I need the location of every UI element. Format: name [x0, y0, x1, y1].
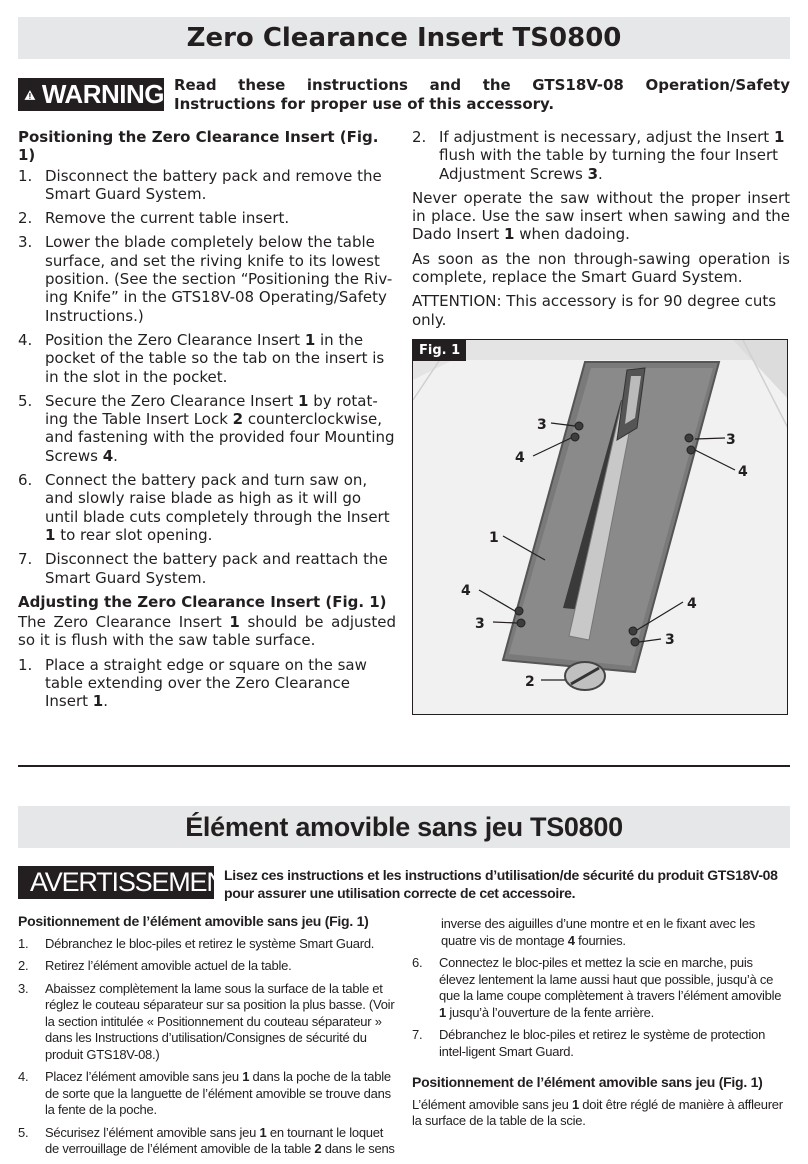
text-run: Position the Zero Clearance Insert [45, 330, 305, 349]
figure-label: Fig. 1 [413, 340, 466, 361]
reference-number: 1 [297, 391, 309, 410]
reference-number: 1 [439, 1004, 446, 1020]
list-item [18, 471, 396, 544]
callout-4: 4 [738, 464, 748, 480]
reference-number: 1 [571, 1096, 579, 1112]
adjusting-intro [18, 613, 396, 650]
list-item [18, 331, 396, 386]
left-column-fr [18, 913, 396, 1164]
callout-1: 1 [489, 530, 499, 546]
text-run: Débranchez le bloc-piles et retirez le système de protection intel-ligent Smart Guard. [439, 1027, 766, 1059]
reference-number: 1 [242, 1069, 250, 1084]
warning-badge-label: AVERTISSEMENT [30, 867, 240, 897]
text-run: should be adjusted so it is flush with the saw table surface. [18, 613, 396, 650]
text-run: . [113, 446, 118, 465]
reference-number: 2 [232, 410, 244, 429]
text-run: Connect the battery pack and turn saw on, and slowly raise blade as high as it will go until blade cuts completely through the Insert [45, 471, 390, 526]
step-number: 4. [18, 1069, 29, 1084]
text-run: in the pocket of the table so the tab on the insert is in the slot in the pocket. [45, 330, 385, 386]
paragraph-never-operate [412, 189, 790, 244]
text-run: flush with the table by turning the four Insert Adjustment Screws [439, 146, 779, 183]
text-run: dans le sens [321, 1141, 395, 1156]
step-number: 2. [412, 128, 427, 146]
reference-number: 4 [567, 932, 575, 948]
left-column-en [18, 128, 396, 717]
reference-number: 3 [587, 164, 599, 183]
text-run: Disconnect the battery pack and remove the Smart Guard System. [45, 166, 382, 203]
positionnement-steps [18, 936, 396, 1158]
right-column-fr [412, 916, 790, 1136]
reference-number: 1 [773, 128, 785, 146]
text-run: jusqu’à l’ouverture de la fente arrière. [445, 1004, 654, 1020]
callout-2: 2 [525, 674, 535, 690]
section-divider [18, 765, 790, 767]
step-number: 7. [412, 1027, 423, 1042]
text-run: Retirez l’élément amovible actuel de la table. [45, 958, 292, 973]
text-run: . [598, 164, 603, 183]
adjusting-steps-cont [412, 128, 790, 183]
callout-3: 3 [665, 632, 675, 648]
list-item [18, 656, 396, 711]
callout-3: 3 [537, 417, 547, 433]
section-heading-positionnement: Positionnement de l’élément amovible sans jeu (Fig. 1) [18, 913, 369, 929]
text-run: to rear slot opening. [55, 525, 213, 544]
list-item [18, 550, 396, 587]
list-item [18, 936, 396, 953]
text-run: dans la poche de la table de sorte que la languette de l’élément amovible se trouve dans la fente de la poche. [45, 1069, 391, 1117]
callout-4: 4 [687, 596, 697, 612]
list-item [18, 1125, 396, 1158]
figure-1 [412, 339, 788, 715]
list-item [412, 128, 790, 183]
step-number: 2. [18, 958, 29, 973]
list-item [18, 392, 396, 465]
text-run: If adjustment is necessary, adjust the Insert [439, 128, 774, 146]
text-run: en tournant le loquet de verrouillage de l’élément amovible de la table [45, 1124, 384, 1156]
reference-number: 4 [102, 446, 114, 465]
positioning-steps [18, 167, 396, 587]
list-item [18, 209, 396, 227]
text-run: by rotat-ing the Table Insert Lock [45, 391, 378, 429]
step-number: 3. [18, 233, 33, 252]
section-heading-adjusting: Adjusting the Zero Clearance Insert (Fig. 1) [18, 592, 387, 611]
warning-badge-label: WARNING [41, 79, 164, 109]
text-run: Débranchez le bloc-piles et retirez le système Smart Guard. [45, 935, 375, 951]
step-number: 5. [18, 1124, 29, 1140]
step-number: 3. [18, 980, 29, 996]
text-run: Lower the blade completely below the table surface, and set the riving knife to its lowest position. (See the section “Positioning the Riv-ing Knife” in the GTS18V-08 Operating/Safety Instructions.) [45, 233, 393, 325]
step-number: 1. [18, 166, 33, 185]
step-number: 7. [18, 550, 33, 569]
step-number: 2. [18, 209, 33, 228]
text-run: when dadoing. [514, 225, 630, 244]
list-item [412, 1027, 790, 1060]
callout-4: 4 [461, 583, 471, 599]
callout-3: 3 [726, 432, 736, 448]
adjusting-steps [18, 656, 396, 711]
page-title-en: Zero Clearance Insert TS0800 [18, 17, 790, 59]
text-run: Disconnect the battery pack and reattach the Smart Guard System. [45, 550, 388, 587]
list-item [412, 955, 790, 1021]
list-item [18, 958, 396, 975]
step-number: 6. [412, 955, 423, 970]
text-run: The Zero Clearance Insert [18, 613, 230, 632]
text-run: Secure the Zero Clearance Insert [45, 391, 298, 410]
step-number: 1. [18, 935, 29, 951]
text-run: L’élément amovible sans jeu [412, 1096, 572, 1112]
warning-triangle-icon [24, 84, 36, 106]
callout-4: 4 [515, 450, 525, 466]
reference-number: 1 [92, 692, 104, 711]
page-title-fr: Élément amovible sans jeu TS0800 [18, 806, 790, 848]
section-heading-reglage: Positionnement de l’élément amovible sans jeu (Fig. 1) [412, 1074, 763, 1090]
list-item [18, 233, 396, 324]
paragraph-as-soon: As soon as the non through-sawing operation is complete, replace the Smart Guard System. [412, 249, 790, 287]
text-run: Connectez le bloc-piles et mettez la scie en marche, puis élevez lentement la lame aussi haut que possible, jusqu’à ce que la lame coupe complètement à travers l’élément amovible [439, 955, 782, 1003]
list-item [18, 167, 396, 204]
callout-3: 3 [475, 616, 485, 632]
right-column-en [412, 128, 790, 335]
text-run: Placez l’élément amovible sans jeu [45, 1069, 243, 1084]
list-item [18, 1069, 396, 1119]
warning-text-en: Read these instructions and the GTS18V-08 Operation/Safety Instructions for proper use of this accessory. [174, 76, 790, 113]
reference-number: 1 [259, 1124, 267, 1140]
text-run: inverse des aiguilles d’une montre et en le fixant avec les quatre vis de montage [441, 916, 756, 948]
text-run: counterclockwise, and fastening with the provided four Mounting Screws [45, 410, 395, 465]
text-run: Sécurisez l’élément amovible sans jeu [45, 1124, 260, 1140]
reference-number: 2 [314, 1141, 322, 1156]
section-heading-positioning: Positioning the Zero Clearance Insert (Fig. 1) [18, 128, 379, 165]
list-item [18, 981, 396, 1064]
reference-number: 1 [45, 525, 56, 544]
zero-clearance-insert-illustration [413, 340, 788, 715]
warning-badge-fr [18, 866, 240, 899]
step-number: 4. [18, 330, 33, 349]
text-run: Remove the current table insert. [45, 209, 290, 228]
text-run: . [103, 692, 109, 711]
paragraph-attention: ATTENTION: This accessory is for 90 degree cuts only. [412, 292, 777, 329]
step-number: 6. [18, 471, 33, 490]
text-run: Place a straight edge or square on the saw table extending over the Zero Clearance Insert [45, 655, 367, 711]
warning-text-fr: Lisez ces instructions et les instructions d’utilisation/de sécurité du produit GTS18V-08 pour assurer une utilisation correcte de cet accessoire. [224, 867, 778, 901]
reference-number: 1 [504, 225, 515, 244]
reference-number: 1 [304, 330, 316, 349]
reglage-intro [412, 1097, 790, 1130]
warning-badge-en [18, 78, 164, 111]
text-run: Never operate the saw without the proper insert in place. Use the saw insert when sawing and the Dado Insert [412, 188, 790, 244]
step5-continuation [412, 916, 790, 949]
text-run: Abaissez complètement la lame sous la surface de la table et réglez le couteau séparateur sur sa position la plus basse. (Voir la section intitulée « Positionnement du couteau séparateur » dans les Instructions d’utilisation/Consignes de sécurité du produit GTS18V-08.) [45, 980, 395, 1062]
positionnement-steps-cont [412, 955, 790, 1060]
text-run: doit être réglé de manière à affleurer la surface de la table de la scie. [412, 1096, 783, 1128]
step-number: 1. [18, 655, 33, 674]
reference-number: 1 [229, 613, 240, 632]
text-run: fournies. [574, 932, 626, 948]
step-number: 5. [18, 391, 33, 410]
